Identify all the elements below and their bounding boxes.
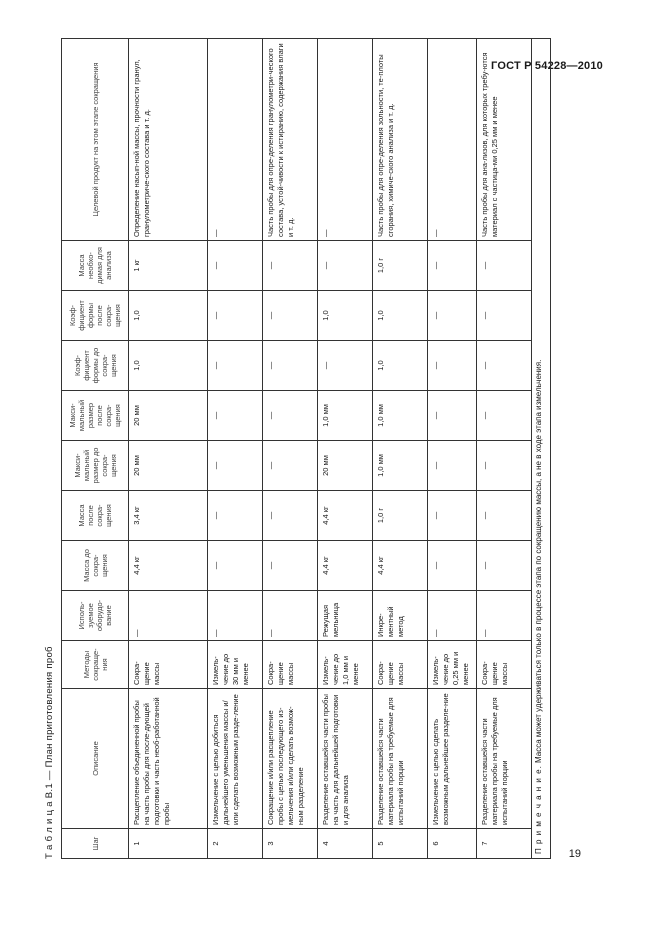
table-cell: 20 мм [129,391,208,441]
table-cell: Режущая мельница [318,591,373,641]
table-cell: Сокра-щение массы [477,641,532,689]
table-cell: 4,4 кг [373,541,428,591]
table-cell: Измельчение с целью сделать возможным дальнейшее разделе-ние [428,689,477,829]
table-cell: — [208,39,263,241]
table-cell: — [263,291,318,341]
table-cell: — [477,291,532,341]
table-cell: — [428,591,477,641]
table-cell: Расщепление объединенной пробы на часть пробы для после-дующей подготовки и часть необ-работанной пробы [129,689,208,829]
table-cell: 1,0 мм [373,391,428,441]
table-cell: — [208,591,263,641]
table-cell: — [208,391,263,441]
sample-preparation-table [61,38,551,859]
table-cell: 4,4 кг [318,541,373,591]
page-number: 19 [568,848,581,860]
table-cell: 6 [428,829,477,859]
table-cell: 7 [477,829,532,859]
table-cell: — [428,39,477,241]
table-cell: 20 мм [318,441,373,491]
column-header: Масса необхо-димая для анализа [62,241,129,291]
table-cell: Часть пробы для опре-деления гранулометри-ческого состава, устой-чивости к истиранию, содержания влаги и т. д. [263,39,318,241]
table-cell: 2 [208,829,263,859]
table-cell: — [477,391,532,441]
table-row [263,39,318,859]
table-row [373,39,428,859]
table-cell: 1,0 [129,291,208,341]
table-cell: Определение насып-ной массы, прочности гранул, гранулометриче-ского состава и т. д. [129,39,208,241]
table-cell: 1,0 [373,341,428,391]
column-header: Методы сокраще-ния [62,641,129,689]
document-standard-number: ГОСТ Р 54228—2010 [491,60,603,72]
table-cell: 1,0 мм [373,441,428,491]
table-cell: — [208,341,263,391]
column-header: Целевой продукт на этом этапе сокращения [62,39,129,241]
table-cell: — [208,291,263,341]
table-cell: — [428,491,477,541]
table-cell: — [428,391,477,441]
column-header: Масса до сокра-щения [62,541,129,591]
table-cell: Разделение оставшейся части материала пробы на требуемые для испытаний порции [373,689,428,829]
table-cell: Часть пробы для опре-деления зольности, те-плоты сгорания, химиче-ского анализа и т. д. [373,39,428,241]
table-cell: Измель-чение до 0,25 мм и менее [428,641,477,689]
table-cell: — [263,591,318,641]
table-cell: — [318,39,373,241]
table-cell: — [263,541,318,591]
table-cell: 1,0 г [373,241,428,291]
table-cell: 1,0 г [373,491,428,541]
table-cell: — [477,591,532,641]
table-cell: Сокра-щение массы [263,641,318,689]
table-cell: — [428,291,477,341]
table-cell: 4,4 кг [318,491,373,541]
table-cell: 1 [129,829,208,859]
table-cell: Измель-чение до 30 мм и менее [208,641,263,689]
table-cell: — [428,241,477,291]
table-cell: Сокра-щение массы [129,641,208,689]
table-cell: — [208,491,263,541]
table-cell: — [263,441,318,491]
column-header: Макси-мальный размер до сокра-щения [62,441,129,491]
table-cell: 1,0 [318,291,373,341]
table-cell: 4,4 кг [129,541,208,591]
table-cell: Измель-чение до 1,0 мм и менее [318,641,373,689]
table-cell: 1 кг [129,241,208,291]
table-cell: 1,0 [373,291,428,341]
table-note-row [532,39,551,859]
table-row [129,39,208,859]
table-cell: — [477,241,532,291]
column-header: Макси-мальный размер после сокра-щения [62,391,129,441]
table-row [428,39,477,859]
table-cell: — [318,241,373,291]
column-header: Масса после сокра-щения [62,491,129,541]
column-header: Описание [62,689,129,829]
table-cell: 3 [263,829,318,859]
table-cell: — [428,541,477,591]
table-cell: Инкре-ментный метод [373,591,428,641]
table-cell: — [477,341,532,391]
table-cell: 20 мм [129,441,208,491]
table-cell: 4 [318,829,373,859]
column-header: Коэф-фициент формы до сокра-щения [62,341,129,391]
table-cell: Разделение оставшейся части материала пробы на требуемые для испытаний порции [477,689,532,829]
column-header: Исполь-зуемое оборудо-вание [62,591,129,641]
table-row [318,39,373,859]
table-cell: 3,4 кг [129,491,208,541]
table-cell: — [318,341,373,391]
table-cell: — [208,241,263,291]
table-cell: Сокращение и/или расщепление пробы с целью последующего из-мельчения и/или сделать возмож-ным разделение [263,689,318,829]
column-header: Коэф-фициент формы после сокра-щения [62,291,129,341]
column-header: Шаг [62,829,129,859]
table-cell: — [428,341,477,391]
table-cell: — [263,391,318,441]
table-cell: Измельчение с целью добиться дальнейшего уменьшения массы и/или сделать возможным разде-ление [208,689,263,829]
table-cell: Сокра-щение массы [373,641,428,689]
table-cell: — [428,441,477,491]
table-cell: — [263,341,318,391]
table-cell: — [263,491,318,541]
table-cell: — [129,591,208,641]
table-header-row [62,39,129,859]
table-cell: — [208,541,263,591]
table-cell: 5 [373,829,428,859]
table-cell: — [208,441,263,491]
note-lead: П р и м е ч а н и е. [534,765,543,854]
table-cell: 1,0 [129,341,208,391]
table-cell: — [477,491,532,541]
table-cell: Часть пробы для ана-лизов, для которых требу-ются материал с частица-ми 0,25 мм и менее [477,39,532,241]
table-caption: Т а б л и ц а В.1 — План приготовления проб [44,646,55,859]
table-cell: Разделение оставшейся части пробы на часть для дальнейшей подготовки и для анализа [318,689,373,829]
table-note [532,39,551,859]
note-text: Масса может удерживаться только в процессе этапа по сокращению массы, а не в ходе этапа измельчения. [534,359,543,763]
table-cell: — [263,241,318,291]
table-cell: — [477,541,532,591]
table-row [208,39,263,859]
table-cell: 1,0 мм [318,391,373,441]
table-row [477,39,532,859]
table-cell: — [477,441,532,491]
